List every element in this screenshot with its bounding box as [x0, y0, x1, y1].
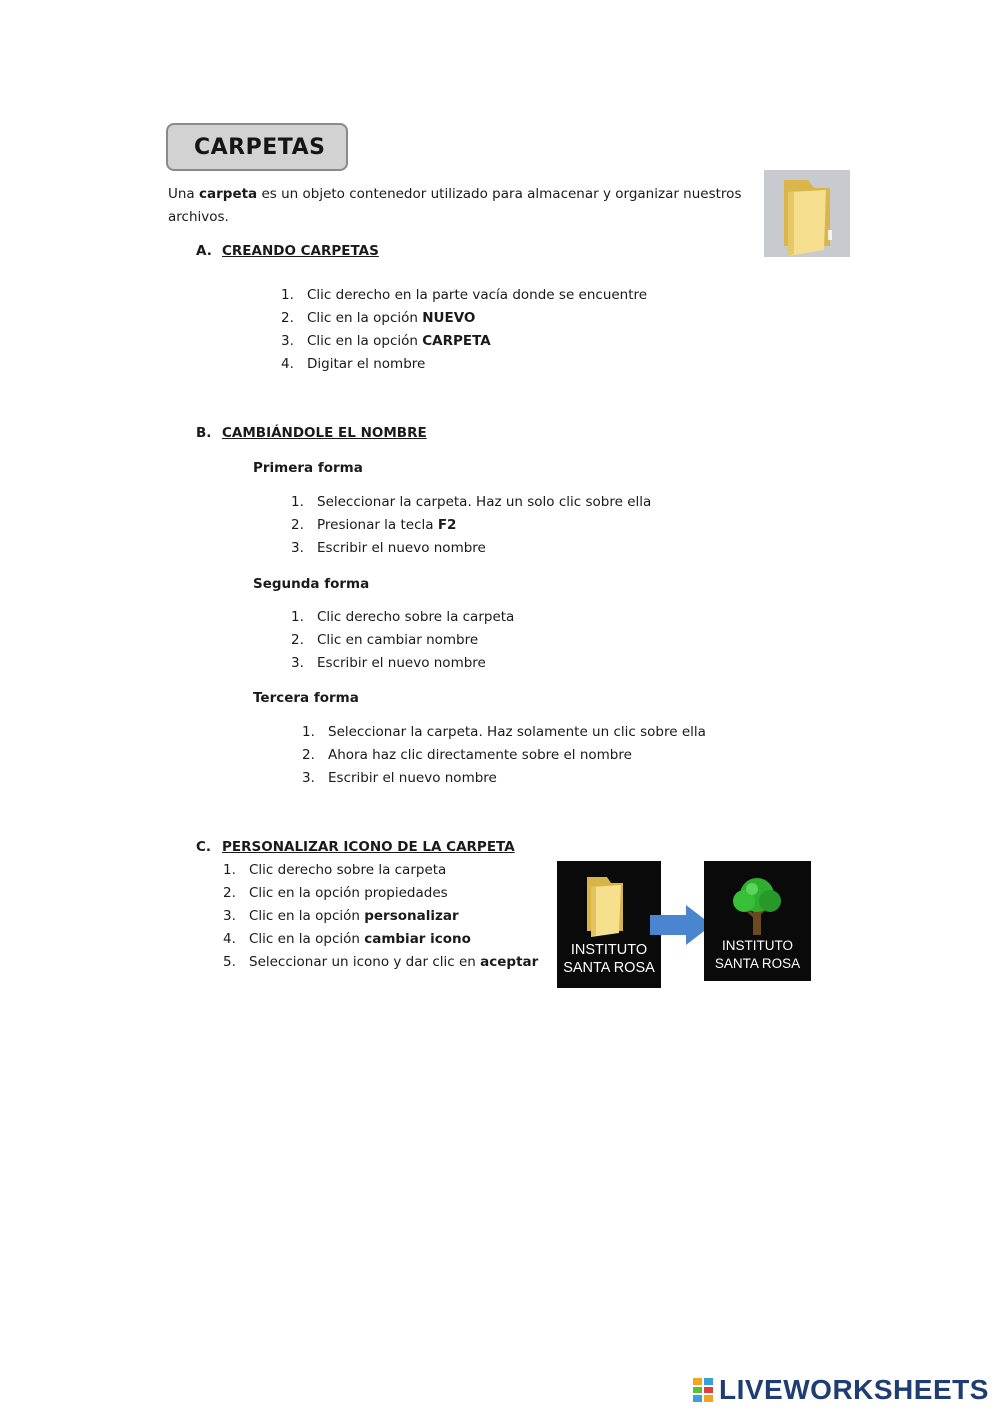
section-b-letter: B.	[196, 425, 212, 441]
section-a-steps	[281, 287, 731, 387]
list-item: 1. Clic derecho sobre la carpeta	[291, 609, 515, 625]
first-method-steps	[291, 494, 741, 564]
list-item: 3. Escribir el nuevo nombre	[302, 770, 497, 786]
tree-icon	[728, 875, 786, 937]
list-item: 4. Digitar el nombre	[281, 356, 426, 372]
section-c-title: PERSONALIZAR ICONO DE LA CARPETA	[222, 839, 515, 855]
list-item: 2. Clic en la opción propiedades	[223, 885, 448, 901]
list-item: 1. Clic derecho en la parte vacía donde se encuentre	[281, 287, 648, 303]
section-c-letter: C.	[196, 839, 212, 855]
first-method-title: Primera forma	[253, 460, 363, 476]
list-item: 1. Seleccionar la carpeta. Haz un solo clic sobre ella	[291, 494, 652, 510]
section-c-heading	[196, 839, 515, 855]
section-a-title: CREANDO CARPETAS	[222, 243, 379, 259]
before-caption-line-2: SANTA ROSA	[563, 960, 655, 976]
list-item: 1. Seleccionar la carpeta. Haz solamente un clic sobre ella	[302, 724, 706, 740]
section-a-heading	[196, 243, 379, 259]
folder-image	[764, 170, 850, 257]
section-b-heading	[196, 425, 427, 441]
before-icon-panel	[557, 861, 661, 988]
brand-logo	[693, 1373, 989, 1407]
folder-icon	[764, 170, 850, 257]
after-caption-line-1: INSTITUTO	[721, 938, 793, 953]
list-item: 5. Seleccionar un icono y dar clic en aceptar	[223, 954, 539, 970]
list-item: 2. Clic en la opción NUEVO	[281, 310, 476, 326]
after-icon-panel	[704, 861, 811, 981]
brand-grid-icon	[693, 1378, 713, 1402]
brand-text: LIVEWORKSHEETS	[719, 1374, 989, 1405]
list-item: 2. Clic en cambiar nombre	[291, 632, 479, 648]
intro-text-after: es un objeto contenedor utilizado para almacenar y organizar nuestros archivos.	[168, 186, 742, 225]
arrow-right-icon	[650, 905, 712, 945]
page-title	[166, 123, 348, 171]
section-c-steps	[223, 862, 553, 982]
after-caption-line-2: SANTA ROSA	[714, 956, 801, 971]
list-item: 2. Ahora haz clic directamente sobre el nombre	[302, 747, 632, 763]
after-icon-caption	[704, 937, 811, 973]
page-title-text: CARPETAS	[194, 134, 326, 160]
intro-paragraph	[168, 183, 758, 229]
list-item: 3. Clic en la opción CARPETA	[281, 333, 491, 349]
list-item: 2. Presionar la tecla F2	[291, 517, 457, 533]
before-caption-line-1: INSTITUTO	[570, 942, 648, 958]
section-a-letter: A.	[196, 243, 212, 259]
list-item: 1. Clic derecho sobre la carpeta	[223, 862, 447, 878]
list-item: 3. Escribir el nuevo nombre	[291, 655, 486, 671]
intro-text-bold: carpeta	[199, 186, 258, 202]
before-icon-caption	[557, 941, 661, 977]
second-method-title: Segunda forma	[253, 576, 370, 592]
folder-icon	[579, 875, 635, 937]
list-item: 3. Escribir el nuevo nombre	[291, 540, 486, 556]
intro-text-before: Una	[168, 186, 200, 202]
third-method-steps	[302, 724, 762, 794]
third-method-title: Tercera forma	[253, 690, 359, 706]
list-item: 3. Clic en la opción personalizar	[223, 908, 459, 924]
list-item: 4. Clic en la opción cambiar icono	[223, 931, 471, 947]
section-b-title: CAMBIÁNDOLE EL NOMBRE	[222, 425, 427, 441]
second-method-steps	[291, 609, 741, 679]
